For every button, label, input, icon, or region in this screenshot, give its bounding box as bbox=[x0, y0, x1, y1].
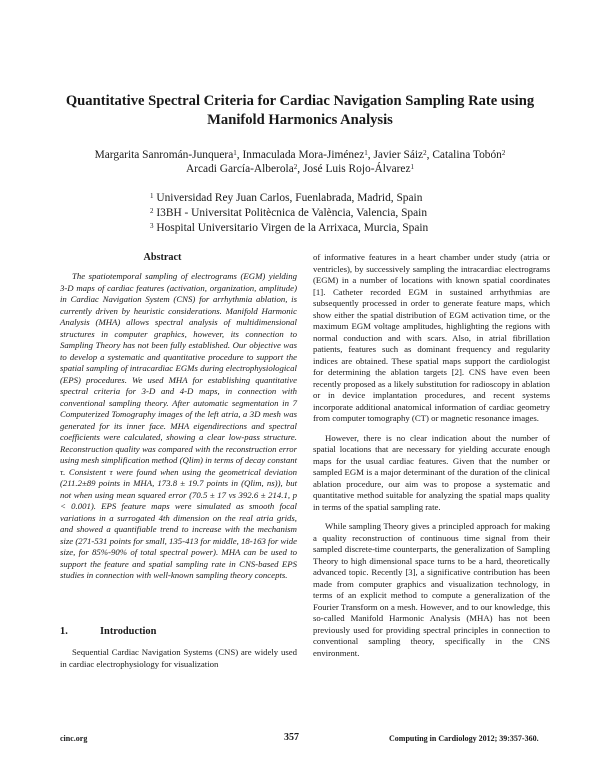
introduction-paragraph-2: of informative features in a heart chamber under study (atria or ventricles), by successively sampling the intracardiac electrograms (EGM) in a number of locations with known spatial coordinates [1]. Catheter recorded EGM in sustained arrhythmias are subsequently processed in order to generate feature maps, which show either the spatial distribution of EGM activation time, or the maximum EGM voltage amplitudes, highlighting the regions with normal conduction and with scars. Also, in atrial fibrillation patients, features such as dominant frequency and regularity indices are obtained. These spatial maps support the cardiologist for determining the ablation targets [2]. CNS have even been recently proposed as a likely substitution for radioscopy in ablation or in device implantation procedures, and recent systems incorporate additional anatomical information of cardiac geometry from computer tomography (CT) or magnetic resonance images. bbox=[313, 252, 550, 423]
paper-title bbox=[40, 92, 560, 130]
section-number: 1. bbox=[60, 626, 68, 637]
author-affiliation-mark: 2 bbox=[293, 163, 298, 171]
author-name: Inmaculada Mora-Jiménez bbox=[242, 149, 365, 161]
author-affiliation-mark: 1 bbox=[364, 149, 368, 157]
abstract-text: The spatiotemporal sampling of electrograms (EGM) yielding 3-D maps of cardiac features (activation, organization, amplitude) in Cardiac Navigation System (CNS) for arrhythmia ablation, is currently driven by heuristic considerations. Manifold Harmonic Analysis (MHA) allows spectral analysis of multidimensional structures in computer graphics, however, its connection to Sampling Theory has not been fully established. Our objective was to develop a systematic and quantitative procedure to support the spatial sampling of intracardiac EGMs during electrophysiological (EPS) procedures. We used MHA for establishing quantitative spectral criteria for 3-D and 4-D maps, in connection with conventional sampling theory. After automatic segmentation in 7 Computerized Tomography images of the left atria, a 3D mesh was generated for its inner face. MHA eigendirections and spectral coefficients were calculated, showing a clear low-pass structure. Reconstruction quality was compared with the reconstruction error using mesh simplification method (Qlim) in terms of decay constant τ. Consistent τ were found when using the geometrical deviation (211.2±89 points in MHA, 173.8 ± 19.7 points in (Qlim, ns)), but not when using mean squared error (70.5 ± 17 vs 392.6 ± 214.1, p < 0.001). EPS feature maps were simulated as smooth focal variations in a surrogated 4th dimension on the real atria grids, and showed a quantifiable trend to increase with the mechanism size (271-531 points for small, 135-413 for middle, 18-163 for wide size, for 85%-90% of total spectral power). MHA can be used to support the feature and spatial sampling rate in CNS-based EPS studies in connection with well-known sampling theory concepts. bbox=[60, 271, 297, 580]
author-list bbox=[30, 148, 570, 176]
footer-citation: Computing in Cardiology 2012; 39:357-360. bbox=[389, 734, 539, 743]
affiliation-3 bbox=[150, 221, 470, 236]
page-number: 357 bbox=[284, 732, 299, 743]
author-name: Arcadi García-Alberola bbox=[185, 163, 294, 175]
affiliation-1 bbox=[150, 191, 470, 206]
author-name: Margarita Sanromán-Junquera bbox=[94, 149, 234, 161]
footer-website: cinc.org bbox=[60, 734, 88, 743]
affiliation-list bbox=[150, 191, 470, 236]
author-affiliation-mark: 1 bbox=[233, 149, 237, 157]
affiliation-text: I3BH - Universitat Politècnica de València, Valencia, Spain bbox=[156, 207, 428, 219]
introduction-paragraph-4: While sampling Theory gives a principled approach for making a quality reconstruction of continuous time signal from their sampled discrete-time counterparts, the generalization of Sampling Theory to high dimensional space turns to be a hard, theoretically advanced topic. Recently [3], a significative contribution has been made from computer graphics and visualization technology, in terms of an explicit method to compute a generalization of the Fourier Transform on a mesh. However, and to our knowledge, this so-called Manifold Harmonic Analysis (MHA) has not been previously used for providing spectral principles in connection to conventional sampling theory, specifically in the CNS environment. bbox=[313, 521, 550, 658]
abstract-heading: Abstract bbox=[143, 252, 182, 263]
abstract-body bbox=[60, 271, 297, 582]
section-heading-introduction bbox=[60, 626, 156, 637]
author-name: Javier Sáiz bbox=[373, 149, 424, 161]
affiliation-text: Universidad Rey Juan Carlos, Fuenlabrada, Madrid, Spain bbox=[156, 192, 423, 204]
paragraph-text: Sequential Cardiac Navigation Systems (CNS) are widely used in cardiac electrophysiology for visualization bbox=[60, 647, 297, 669]
affiliation-text: Hospital Universitario Virgen de la Arrixaca, Murcia, Spain bbox=[156, 222, 429, 234]
author-line-2: Arcadi García-Alberola$^2$, José Luis Rojo-Álvarez$^1$ bbox=[185, 163, 415, 175]
paper-title-line-2: Manifold Harmonics Analysis bbox=[207, 112, 393, 128]
section-title: Introduction bbox=[100, 626, 157, 637]
author-affiliation-mark: 2 bbox=[423, 149, 427, 157]
author-name: Catalina Tobón bbox=[432, 149, 502, 161]
introduction-paragraph-3: However, there is no clear indication about the number of spatial locations that are necessary for yielding accurate enough maps for the usual cardiac features. Given that the number or sampled EGM is a major determinant of the duration of the clinical ablation procedure, our aim was to propose a systematic and quantitative method suitable for analyzing the spatial maps quality in terms of the spatial sampling rate. bbox=[313, 432, 550, 512]
author-affiliation-mark: 1 bbox=[410, 163, 415, 171]
paper-title-line-1: Quantitative Spectral Criteria for Cardiac Navigation Sampling Rate using bbox=[65, 93, 535, 109]
introduction-paragraph-1 bbox=[60, 647, 297, 670]
author-name: José Luis Rojo-Álvarez bbox=[302, 163, 411, 175]
affiliation-number: 2 bbox=[150, 207, 154, 215]
right-column bbox=[313, 252, 550, 667]
affiliation-number: 1 bbox=[150, 192, 154, 200]
author-line-1: Margarita Sanromán-Junquera$^1$, Inmaculada Mora-Jiménez$^1$, Javier Sáiz$^2$, Catalina Tobón$^2$ bbox=[94, 149, 506, 161]
affiliation-2 bbox=[150, 206, 470, 221]
author-affiliation-mark: 2 bbox=[501, 149, 506, 157]
affiliation-number: 3 bbox=[150, 222, 154, 230]
